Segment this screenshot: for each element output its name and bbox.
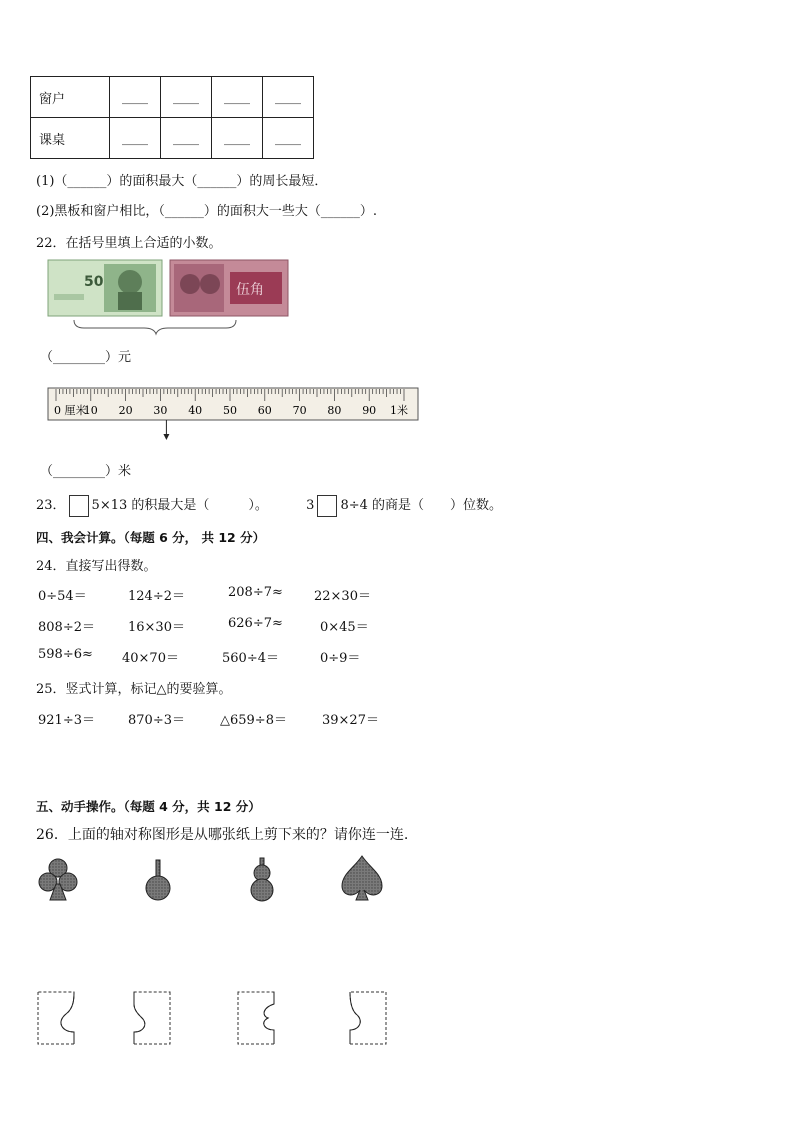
q24-title: 24．直接写出得数。 [36,559,157,574]
q23-part1: 5×13 的积最大是（ ）。 [91,498,268,513]
ruler-tick-label: 60 [257,404,272,417]
calc-item: 124÷2＝ [128,589,185,604]
symmetric-shapes [34,854,424,908]
calc-item: 921÷3＝ [38,713,95,728]
paper-pieces [34,988,424,1048]
calc-item: 40×70＝ [122,651,179,666]
keyhole-icon [146,860,170,900]
section-5-heading: 五、动手操作。（每题 4 分，共 12 分） [36,799,261,814]
calc-item: 0÷54＝ [38,589,87,604]
ruler-end-label: 1米 [390,404,408,417]
q23-part2: 8÷4 的商是（ ）位数。 [340,498,503,513]
paper-piece-1[interactable] [38,992,74,1044]
paper-piece-2[interactable] [134,992,170,1044]
ruler-tick-label: 10 [83,404,98,417]
ruler-tick-label: 70 [292,404,307,417]
q22-answer-yuan: （________）元 [40,350,132,365]
q23-line [36,494,502,517]
q23-number: 23． [36,498,66,513]
ruler-tick-label: 80 [327,404,342,417]
table-cell: ____ [212,77,263,118]
ruler-image [46,386,422,442]
q21-line2: (2)黑板和窗户相比，（______）的面积大一些大（______）. [36,204,378,219]
bill-5jiao-value: 伍角 [236,282,264,298]
table-row [31,118,314,159]
q22-title: 22．在括号里填上合适的小数。 [36,236,222,251]
calc-item: 808÷2＝ [38,620,95,635]
blank-box[interactable] [317,495,337,517]
brace-icon [74,320,236,334]
ruler-start-label: 0 厘米 [54,404,87,417]
table-cell: ____ [110,118,161,159]
gourd-icon [251,858,273,901]
calc-item: 0×45＝ [320,620,369,635]
table-cell: ____ [161,77,212,118]
blank-box[interactable] [69,495,89,517]
calc-item: 208÷7≈ [228,585,283,600]
calc-item: 0÷9＝ [320,651,361,666]
table-cell: ____ [161,118,212,159]
q21-line1: (1)（______）的面积最大（______）的周长最短． [36,174,328,189]
arrow-head [163,434,169,440]
ruler-tick-label: 90 [362,404,377,417]
ruler-tick-label: 20 [118,404,133,417]
calc-item: 598÷6≈ [38,647,93,662]
calc-item: 560÷4＝ [222,651,279,666]
calc-item: 626÷7≈ [228,616,283,631]
section-4-heading: 四、我会计算。（每题 6 分， 共 12 分） [36,530,266,545]
table-cell: ____ [212,118,263,159]
calc-item: 870÷3＝ [128,713,185,728]
calc-item: 22×30＝ [314,589,371,604]
q22-answer-mi: （________）米 [40,464,132,479]
paper-piece-3[interactable] [238,992,274,1044]
calc-item: △659÷8＝ [220,713,287,728]
q25-title: 25．竖式计算，标记△的要验算。 [36,682,232,697]
row-label: 课桌 [31,118,110,159]
spade-icon [342,856,382,900]
down-arrow-icon [163,420,169,440]
measure-table [30,76,314,159]
calc-item: 39×27＝ [322,713,379,728]
ruler-tick-label: 50 [223,404,237,417]
table-cell: ____ [110,77,161,118]
bill-50-icon [48,260,162,316]
table-row [31,77,314,118]
money-image [44,258,294,336]
club-icon [39,859,77,900]
paper-piece-4[interactable] [350,992,386,1044]
ruler-tick-label: 40 [188,404,203,417]
q26-title: 26．上面的轴对称图形是从哪张纸上剪下来的？请你连一连. [36,827,409,843]
row-label: 窗户 [31,77,110,118]
ruler-tick-label: 30 [153,404,168,417]
calc-item: 16×30＝ [128,620,185,635]
bill-50-value: 50 [84,274,104,290]
bill-5jiao-icon [170,260,288,316]
table-cell: ____ [263,77,314,118]
table-cell: ____ [263,118,314,159]
q23-part2-prefix: 3 [306,498,315,513]
